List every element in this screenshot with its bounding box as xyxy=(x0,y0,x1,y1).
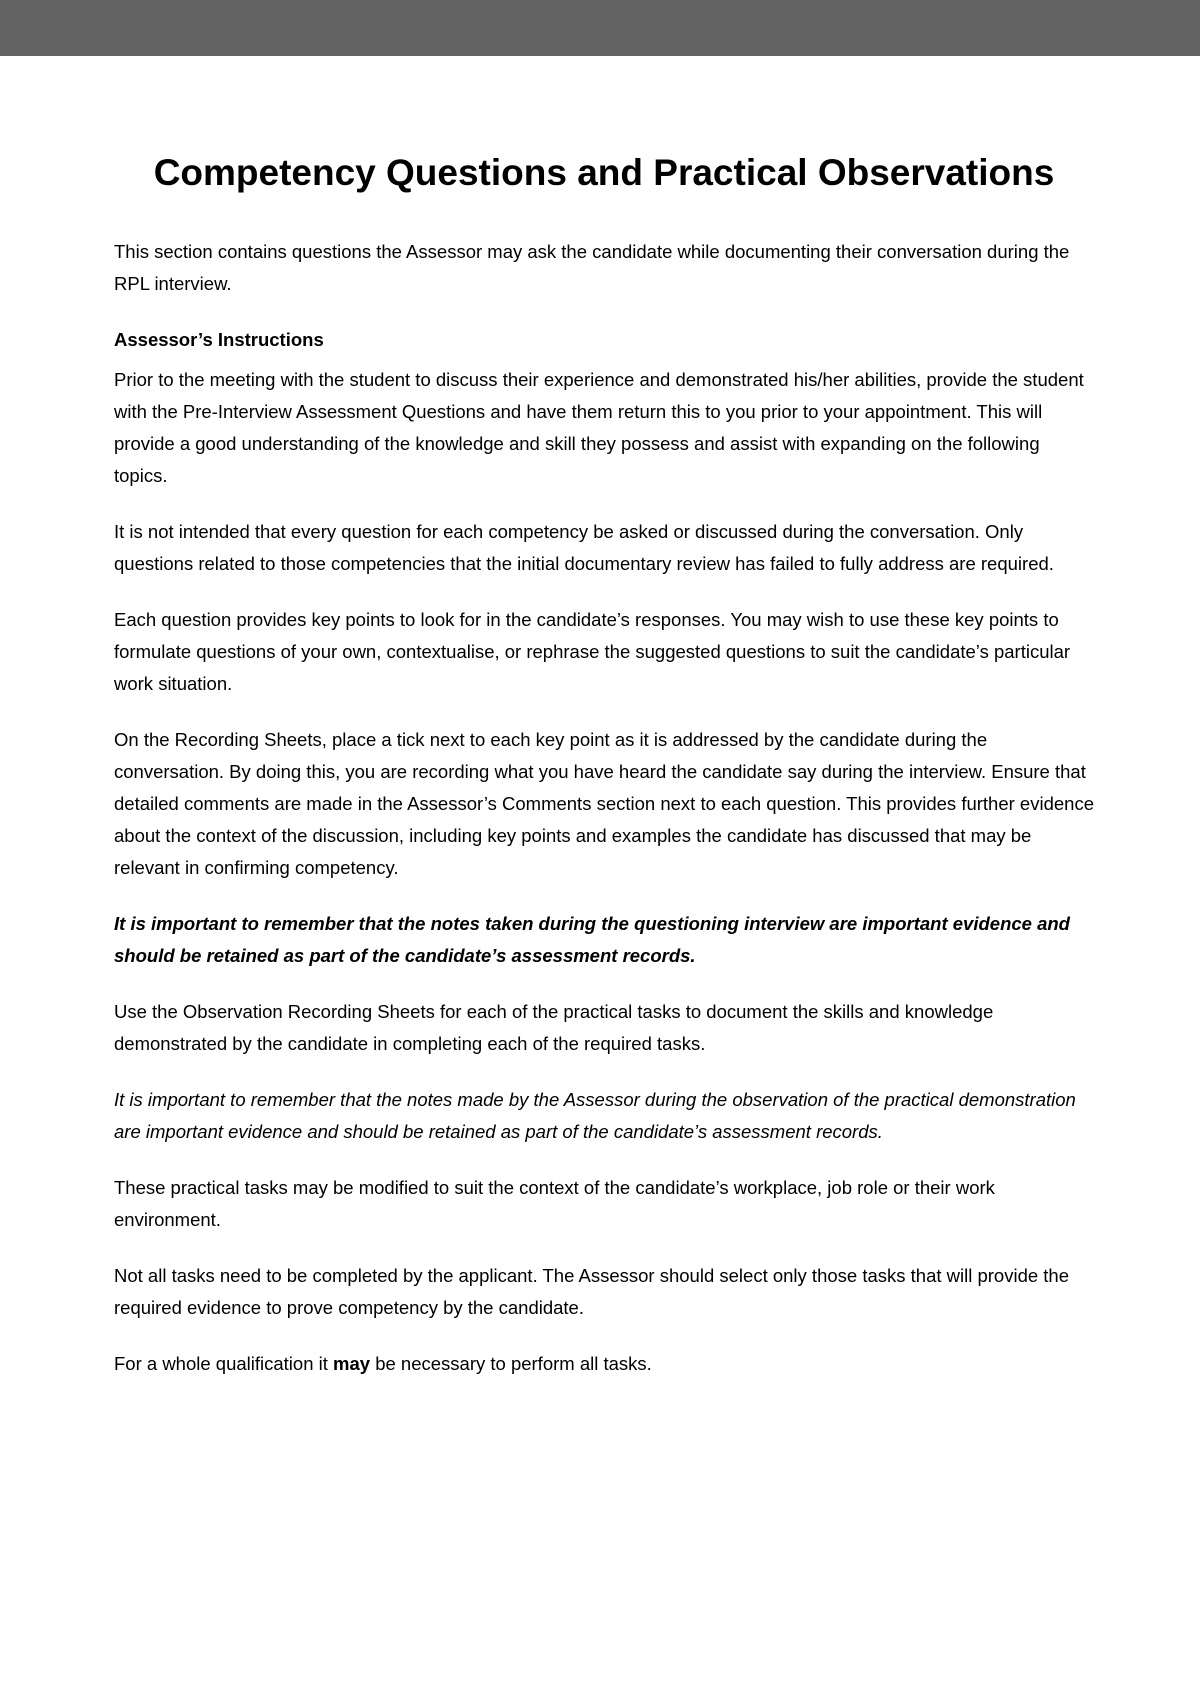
important-notes-paragraph: It is important to remember that the notes taken during the questioning interview are important evidence and should be retained as part of the candidate’s assessment records. xyxy=(114,913,1070,966)
instructions-paragraph-2: It is not intended that every question for each competency be asked or discussed during the conversation. Only questions related to those competencies that the initial documentary review has failed to fully address are required. xyxy=(114,521,1054,574)
observation-notes-paragraph: It is important to remember that the notes made by the Assessor during the observation of the practical demonstration are important evidence and should be retained as part of the candidate’s assessment records. xyxy=(114,1089,1076,1142)
modify-tasks-paragraph: These practical tasks may be modified to suit the context of the candidate’s workplace, job role or their work environment. xyxy=(114,1177,995,1230)
select-tasks-paragraph: Not all tasks need to be completed by the applicant. The Assessor should select only those tasks that will provide the required evidence to prove competency by the candidate. xyxy=(114,1265,1069,1318)
document-title: Competency Questions and Practical Observations xyxy=(153,152,1055,193)
instructions-heading: Assessor’s Instructions xyxy=(114,329,324,350)
document-page xyxy=(114,148,1094,1404)
instructions-paragraph-4: On the Recording Sheets, place a tick next to each key point as it is addressed by the candidate during the conversation. By doing this, you are recording what you have heard the candidate say during the interview. Ensure that detailed comments are made in the Assessor’s Comments section next to each question. This provides further evidence about the context of the discussion, including key points and examples the candidate has discussed that may be relevant in confirming competency. xyxy=(114,729,1094,878)
intro-paragraph: This section contains questions the Assessor may ask the candidate while documenting their conversation during the RPL interview. xyxy=(114,241,1070,294)
observation-sheets-paragraph: Use the Observation Recording Sheets for each of the practical tasks to document the skills and knowledge demonstrated by the candidate in completing each of the required tasks. xyxy=(114,1001,994,1054)
whole-qualification-text-end: be necessary to perform all tasks. xyxy=(370,1353,652,1374)
whole-qualification-emphasis: may xyxy=(333,1353,371,1374)
page-header-bar xyxy=(0,0,1200,56)
instructions-paragraph-1: Prior to the meeting with the student to discuss their experience and demonstrated his/her abilities, provide the student with the Pre-Interview Assessment Questions and have them return this to you prior to your appointment. This will provide a good understanding of the knowledge and skill they possess and assist with expanding on the following topics. xyxy=(114,369,1084,486)
whole-qualification-text-start: For a whole qualification it xyxy=(114,1353,334,1374)
instructions-paragraph-3: Each question provides key points to look for in the candidate’s responses. You may wish to use these key points to formulate questions of your own, contextualise, or rephrase the suggested questions to suit the candidate’s particular work situation. xyxy=(114,609,1071,694)
whole-qualification-paragraph xyxy=(114,1348,1094,1380)
